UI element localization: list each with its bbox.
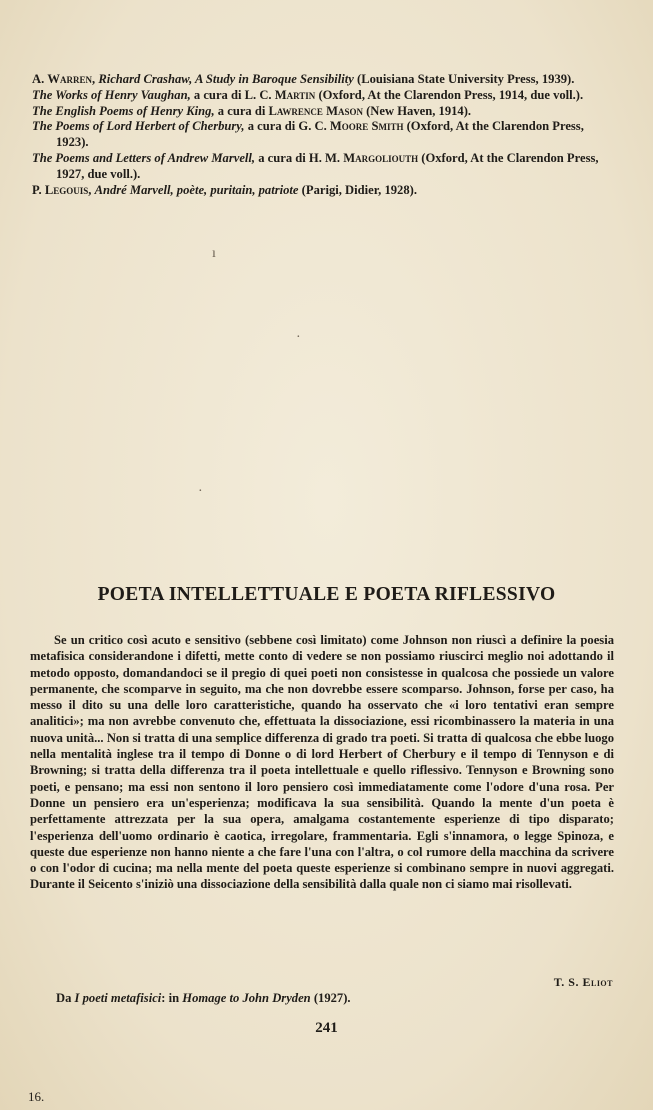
essay-author: T. S. Eliot: [553, 975, 613, 989]
entry-editor: Moore Smith: [329, 119, 404, 134]
essay-paragraph: Se un critico così acuto e sensitivo (sebbene così limitato) come Johnson non riuscì a definire la poesia metafisica considerandone i difetti, mette conto di vedere se non possiamo riuscirci meglio noi adottando il metodo opposto, domandandoci se il pregio di quei poeti non consistesse in qualcosa che possiede un valore permanente, che scomparve in seguito, ma che non dovrebbe essere scomparso. Johnson, forse per caso, ha messo il dito su una delle loro caratteristiche, quando ha osservato che «i loro tentativi eran sempre analitici»; ma non avrebbe convenuto che, effettuata la dissociazione, essi ricombinassero la materia in una nuova unità... Non si tratta di una semplice differenza di grado tra poeti. Si tratta di qualcosa che ebbe luogo nella mentalità inglese tra il tempo di Donne o di lord Herbert of Cherbury e il tempo di Tennyson e di Browning; si tratta della differenza tra il poeta intellettuale e quello riflessivo. Tennyson e Browning sono poeti, e pensano; ma essi non sentono il loro pensiero così immediatamente come l'odore d'una rosa. Per Donne un pensiero era un'esperienza; modificava la sua sensibilità. Quando la mente d'un poeta è perfettamente attrezzata per la sua opera, amalgama costantemente esperienze di tipo disparato; l'esperienza dell'uomo ordinario è caotica, irregolare, frammentaria. Egli s'innamora, o legge Spinoza, e queste due esperienze non hanno niente a che fare l'una con l'altra, o col rumore della macchina da scrivere o con l'odor di cucina; ma nella mente del poeta queste esperienze si combinano sempre in nuovi aggregati. Durante il Seicento s'iniziò una dissociazione della sensibilità dalla quale non ci siamo mai risollevati.: [30, 633, 614, 892]
entry-editor: Margoliouth: [343, 150, 419, 165]
entry-editor: Martin: [274, 87, 316, 102]
ink-speck: ı: [212, 246, 216, 261]
bibliography-entry: The Works of Henry Vaughan, a cura di L. C. Martin (Oxford, At the Clarendon Press, 1914, due voll.).: [32, 87, 584, 102]
ink-speck: ·: [198, 484, 203, 499]
entry-title: Richard Crashaw, A Study in Baroque Sensibility: [98, 72, 354, 86]
bibliography-entry: A. Warren, Richard Crashaw, A Study in Baroque Sensibility (Louisiana State University Press, 1939).: [32, 72, 575, 86]
entry-title: The Works of Henry Vaughan,: [32, 87, 191, 102]
ink-speck: ·: [296, 330, 301, 345]
bibliography-entry: P. Legouis, André Marvell, poète, puritain, patriote (Parigi, Didier, 1928).: [32, 182, 417, 197]
signature-mark: 16.: [28, 1089, 45, 1104]
bibliography-entry: The Poems and Letters of Andrew Marvell, a cura di H. M. Margoliouth (Oxford, At the Clarendon Press, 1927, due voll.).: [32, 150, 599, 181]
entry-title: The English Poems of Henry King,: [32, 103, 215, 118]
entry-author: Warren: [47, 72, 93, 86]
entry-editor: Lawrence Mason: [268, 103, 363, 118]
section-heading: POETA INTELLETTUALE E POETA RIFLESSIVO: [97, 584, 556, 605]
page-number: 241: [315, 1020, 338, 1036]
entry-author: Legouis: [44, 182, 89, 197]
entry-title: André Marvell, poète, puritain, patriote: [94, 182, 299, 197]
bibliography-entry: The English Poems of Henry King, a cura di Lawrence Mason (New Haven, 1914).: [32, 103, 472, 118]
entry-title: The Poems of Lord Herbert of Cherbury,: [32, 119, 245, 134]
bibliography-entry: The Poems of Lord Herbert of Cherbury, a cura di G. C. Moore Smith (Oxford, At the Clarendon Press, 1923).: [32, 119, 584, 150]
bibliography: [32, 72, 617, 198]
entry-title: The Poems and Letters of Andrew Marvell,: [32, 150, 256, 165]
essay-source: Da I poeti metafisici: in Homage to John Dryden (1927).: [56, 991, 351, 1005]
